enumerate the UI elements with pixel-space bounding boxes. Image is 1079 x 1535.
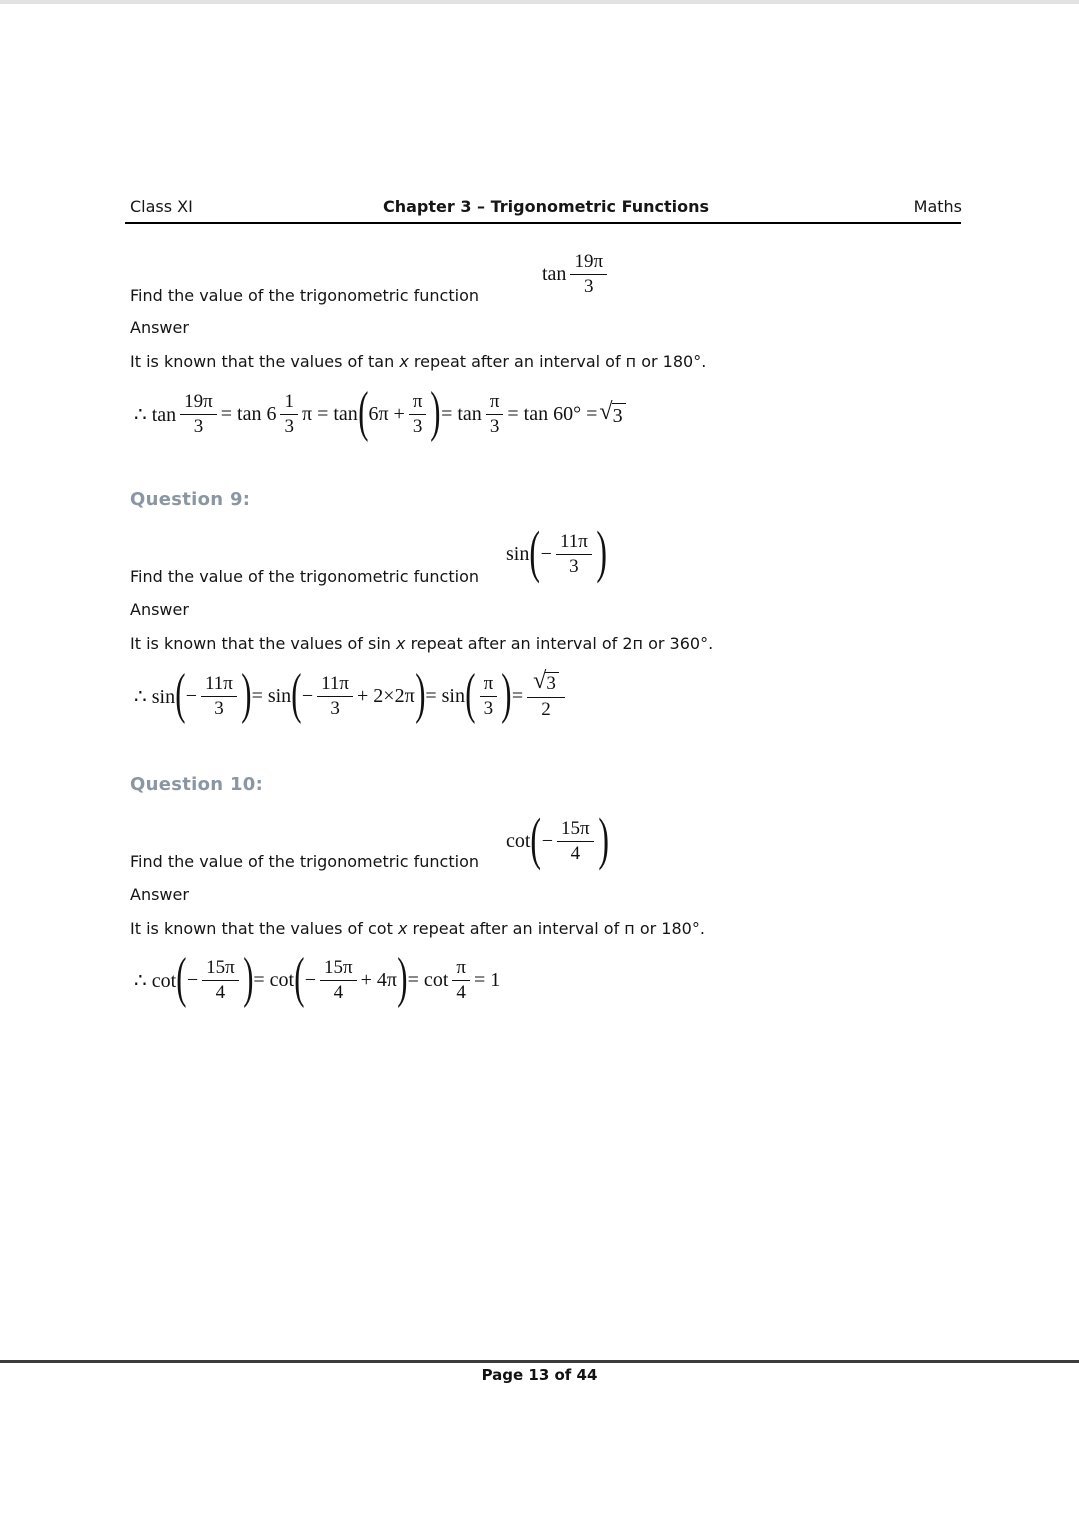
q10-answer-label: Answer [130,885,189,904]
fraction-denominator: 4 [570,843,581,864]
math-text: ∴ cot [134,970,177,992]
minus-sign: − [185,685,198,707]
fraction-denominator: 4 [215,982,226,1003]
header-rule [125,222,961,224]
right-paren: ) [597,806,609,871]
math-text: = 1 [473,969,501,991]
fraction [570,251,607,298]
fraction-denominator: 3 [489,416,500,437]
math-text: = cot [253,969,295,991]
fraction [486,391,504,438]
left-paren: ( [175,663,186,725]
minus-sign: − [540,543,552,565]
fraction-numerator: π [486,391,504,415]
right-paren: ) [241,663,252,725]
q8-answer-label: Answer [130,318,189,337]
q9-answer-label: Answer [130,600,189,619]
fraction-denominator: 3 [583,275,594,297]
fraction-denominator: 3 [569,556,579,577]
q8-inline-formula [542,251,611,298]
q8-known-line [130,352,706,371]
q10-prompt: Find the value of the trigonometric function [130,852,479,871]
left-paren: ( [529,519,541,584]
math-text: = [511,685,524,707]
fraction [202,957,239,1004]
radicand: 3 [545,672,559,695]
fraction [409,391,427,438]
variable-x: x [396,634,406,653]
fraction [320,957,357,1004]
known-text: repeat after an interval of 2п or 360°. [405,634,714,653]
known-text: It is known that the values of sin [130,634,397,653]
known-text: It is known that the values of tan [130,352,400,371]
fraction-numerator: π [409,391,427,415]
fraction [527,668,565,721]
q10-known-line [130,919,705,938]
variable-x: x [397,919,408,938]
fraction-denominator: 4 [333,982,344,1003]
fraction [317,673,353,720]
q9-known-line [130,634,713,653]
radical-sign: √ [533,668,547,695]
left-paren: ( [291,663,302,725]
fraction-numerator: 19π [180,391,217,415]
minus-sign: − [541,830,554,852]
fraction-numerator: 11π [201,673,237,697]
page-edge-strip [0,0,1079,4]
math-text: = sin [425,685,465,707]
math-text: = sin [251,685,292,707]
fraction-numerator: 11π [556,531,592,555]
fraction-denominator: 2 [541,699,551,721]
fraction [480,673,498,720]
fraction-denominator: 3 [193,416,204,437]
fraction-numerator: 15π [320,957,357,981]
known-text: It is known that the values of cot [130,919,398,938]
question-10-heading: Question 10: [130,774,264,795]
fraction-denominator: 3 [330,698,340,719]
math-text: + 2×2π [357,685,415,707]
square-root [533,668,559,696]
math-text: π = tan [301,403,358,425]
q10-inline-formula [506,808,609,875]
fraction-numerator: 1 [280,391,298,415]
fraction [201,673,237,720]
right-paren: ) [501,663,512,725]
fraction-denominator: 3 [412,416,423,437]
fraction-numerator: 15π [557,818,594,842]
fraction-denominator: 3 [284,416,294,437]
header-subject-label: Maths [913,197,963,216]
footer-rule [0,1360,1079,1363]
fraction-denominator: 4 [456,982,466,1003]
fraction [557,818,594,865]
left-paren: ( [294,947,305,1009]
function-name: tan [542,262,567,285]
left-paren: ( [530,806,542,871]
header-class-label: Class XI [130,197,193,216]
right-paren: ) [430,381,441,443]
left-paren: ( [465,663,476,725]
page-header [130,197,962,216]
math-text: = tan 60° = [507,403,598,425]
q9-prompt: Find the value of the trigonometric function [130,567,479,586]
math-text: = tan [441,403,482,425]
fraction-numerator: 11π [317,673,353,697]
right-paren: ) [596,519,607,584]
q9-solution-expression [134,664,569,729]
q8-prompt: Find the value of the trigonometric function [130,286,479,305]
minus-sign: − [301,685,314,707]
math-text: + 4π [360,969,397,991]
variable-x: x [399,352,409,371]
square-root [599,398,625,427]
q9-inline-formula [506,521,607,588]
math-text: ∴ sin [134,686,176,708]
left-paren: ( [357,381,369,443]
fraction-numerator: 15π [202,957,239,981]
header-chapter-title: Chapter 3 – Trigonometric Functions [383,197,710,216]
function-name: sin [506,543,530,565]
fraction-numerator [527,668,565,698]
fraction [180,391,217,438]
minus-sign: − [304,969,317,991]
fraction-numerator: 19π [570,251,607,275]
radical-sign: √ [599,398,613,425]
fraction-numerator: π [452,957,470,981]
right-paren: ) [397,947,408,1009]
function-name: cot [506,830,531,852]
known-text: repeat after an interval of п or 180°. [407,919,705,938]
page-number-label: Page 13 of 44 [481,1366,598,1384]
fraction-denominator: 3 [214,698,224,719]
math-text: = tan 6 [220,403,277,425]
fraction-numerator: π [480,673,498,697]
minus-sign: − [186,969,199,991]
radicand: 3 [612,403,626,427]
q10-solution-expression [134,948,500,1013]
right-paren: ) [242,947,254,1009]
known-text: repeat after an interval of п or 180°. [408,352,707,371]
question-9-heading: Question 9: [130,489,251,510]
left-paren: ( [176,947,187,1009]
math-text: = cot [407,969,449,991]
right-paren: ) [414,663,426,725]
fraction [556,531,592,578]
math-text: 6π + [368,403,405,425]
q8-solution-expression [134,382,628,447]
fraction [280,391,298,438]
fraction-denominator: 3 [483,698,494,719]
fraction [452,957,470,1004]
math-text: ∴ tan [134,404,177,426]
